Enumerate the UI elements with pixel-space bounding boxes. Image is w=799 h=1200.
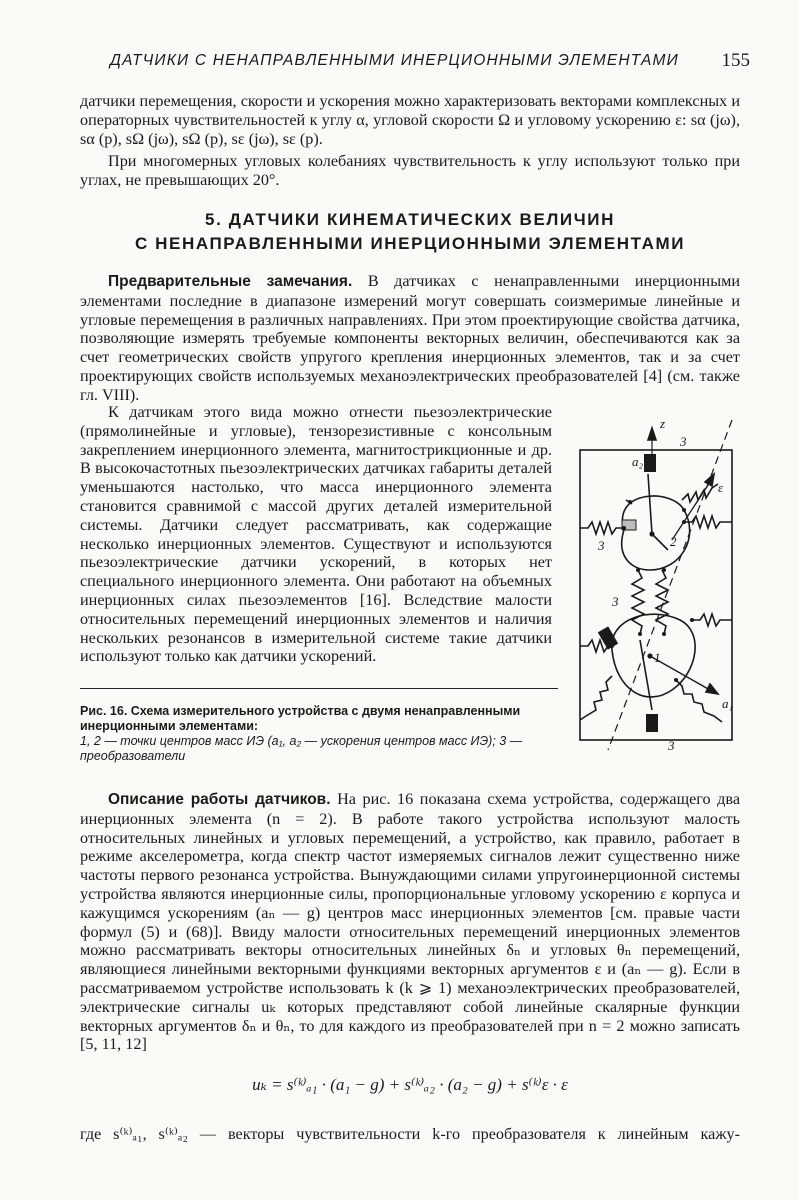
paragraph-sensor-kinds: К датчикам этого вида можно отнести пьезоэлектрические (прямолинейные и угловые), тензорезистивные с консольным закреплением инерционного элемента, магнитострикционные и др. В высокочастотных пьезоэлектрических датчиках габариты деталей уменьшаются настолько, что масса инерционного элемента становится сравнимой с массой других деталей измерительной системы. Датчики следует рассматривать, как содержащие несколько инерционных элементов. Существуют и используются пьезоэлектрические датчики ускорений, в которых нет специального инерционного элемента. Они работают на объемных инерционных силах пьезоэлементов [16]. Вследствие малости относительных перемещений инерционных элементов и наличия нескольких резонансов в измерительной системе такие датчики используют только как датчики ускорений. [80,403,552,666]
running-header [70,50,750,76]
hinge-point [674,678,678,682]
paragraph-sensitivity-vectors: датчики перемещения, скорости и ускорения можно характеризовать векторами комплексных и операторных чувствительностей к углу α, угловой скорости Ω и угловому ускорению ε: sα (jω), sα (p), sΩ (jω), sΩ (p), sε (jω), sε (p). [80,92,740,148]
figure-16 [572,410,744,755]
preliminary-remarks-text: В датчиках с ненаправленными инерционными элементами последние в диапазоне измерений могут совершать соизмеримые линейные и угловые перемещения в различных направлениях. При этом проектирующие свойства датчика, позволяющие измерять требуемые компоненты векторных величин, обеспечиваются как за счет геометрических свойств упругого крепления инерционных элементов, так и за счет проектирующих свойств используемых механоэлектрических преобразователей [4] (см. также гл. VIII). [80,272,741,404]
spring-left-upper [580,522,624,534]
hinge-point [662,568,666,572]
spring-middle-left [632,570,644,634]
spring-right-lower [692,614,732,626]
caption-title: Рис. 16. Схема измерительного устройства с двумя ненаправленными инерционными элементами: [80,704,521,733]
caption-rule [80,688,558,689]
section-title-line-1: 5. ДАТЧИКИ КИНЕМАТИЧЕСКИХ ВЕЛИЧИН [205,210,615,229]
acceleration-a1-arrowhead [706,684,718,694]
spring-right-upper [684,516,732,528]
angular-acceleration-arrowhead [705,474,714,486]
paragraph-preliminary-remarks [80,272,740,405]
preliminary-remarks-heading: Предварительные замечания. [108,273,353,290]
angular-acceleration-vector [672,482,710,540]
label-transducer-3-bottom: 3 [668,738,675,753]
label-transducer-3-upper-left: 3 [598,538,605,553]
section-title-line-2: С НЕНАПРАВЛЕННЫМИ ИНЕРЦИОННЫМИ ЭЛЕМЕНТАМИ [134,234,686,253]
hinge-point [622,526,626,530]
formula: uₖ = s⁽ᵏ⁾ₐ₁ · (a₁ − g) + s⁽ᵏ⁾ₐ₂ · (a₂ − g) + s⁽ᵏ⁾ε · ε [252,1075,568,1094]
label-transducer-3-lower-left: 3 [612,594,619,609]
paragraph-operation [80,790,740,1054]
center-of-mass-1 [647,653,652,658]
dashed-axis [608,420,732,750]
caption-legend: 1, 2 — точки центров масс ИЭ (a₁, a₂ — ускорения центров масс ИЭ); 3 — преобразователи [80,734,523,763]
spring-diagonal-lower-left [580,676,612,720]
lever-lower [640,640,652,710]
operation-heading: Описание работы датчиков. [108,791,331,808]
label-a1: a₁ [722,696,734,711]
hinge-point [662,632,666,636]
transducer-top [644,454,656,472]
spring-diagonal-lower-right [676,680,722,722]
hinge-point [682,508,686,512]
axis-z-arrowhead [648,428,656,440]
label-epsilon: ε [718,480,724,495]
figure-16-diagram [572,410,744,755]
label-point-1: 1 [654,650,661,665]
hinge-point [636,568,640,572]
page-number: 155 [721,50,750,71]
operation-text: На рис. 16 показана схема устройства, содержащего два инерционных элемента (n = 2). В работе такого устройства используют малость относительных линейных и угловых перемещений, а устройство, как правило, работает в режиме акселерометра, когда спектр частот измеряемых сигналов лежит существенно ниже частоты первого резонанса устройства. Вынуждающими силами упругоинерционной системы устройства являются инерционные силы, пропорциональные угловому ускорению ε корпуса и кажущимся ускорениям (aₙ — g) центров масс инерционных элементов [см. правые части формул (5) и (68)]. Ввиду малости относительных перемещений инерционных элементов можно рассматривать векторы относительных линейных δₙ и угловых θₙ перемещений, являющиеся линейными векторными функциями векторных аргументов ε и (aₙ — g). Если в рассматриваемом устройстве использовать k (k ⩾ 1) механоэлектрических преобразователей, электрические сигналы uₖ которых представляют собой линейные скалярные функции векторных аргументов δₙ и θₙ, то для каждого из преобразователей при n = 2 можно записать [5, 11, 12] [80,790,741,1054]
label-z: z [660,416,666,431]
transducer-bottom [646,714,658,732]
center-of-mass-2 [649,531,654,536]
hinge-point [628,500,632,504]
section-title [80,208,740,256]
label-point-2: 2 [670,534,677,549]
hinge-point [690,618,694,622]
hinge-point [682,520,686,524]
transducer-lower-left [598,626,618,649]
label-a2: a₂ [632,454,644,469]
paragraph-continuation: где s⁽ᵏ⁾ₐ₁, s⁽ᵏ⁾ₐ₂ — векторы чувствительности k-го преобразователя к линейным кажу- [80,1125,740,1143]
lever-upper [648,474,652,534]
lever-upper-branch [652,534,668,550]
hinge-point [610,644,614,648]
paragraph-angular-oscillations: При многомерных угловых колебаниях чувствительность к углу используют только при углах, не превышающих 20°. [80,152,740,189]
running-title: ДАТЧИКИ С НЕНАПРАВЛЕННЫМИ ИНЕРЦИОННЫМИ ЭЛЕМЕНТАМИ [110,52,679,69]
figure-caption [80,704,558,764]
spring-middle-right [656,570,668,634]
hinge-point [638,632,642,636]
label-transducer-3-top: 3 [680,434,687,449]
